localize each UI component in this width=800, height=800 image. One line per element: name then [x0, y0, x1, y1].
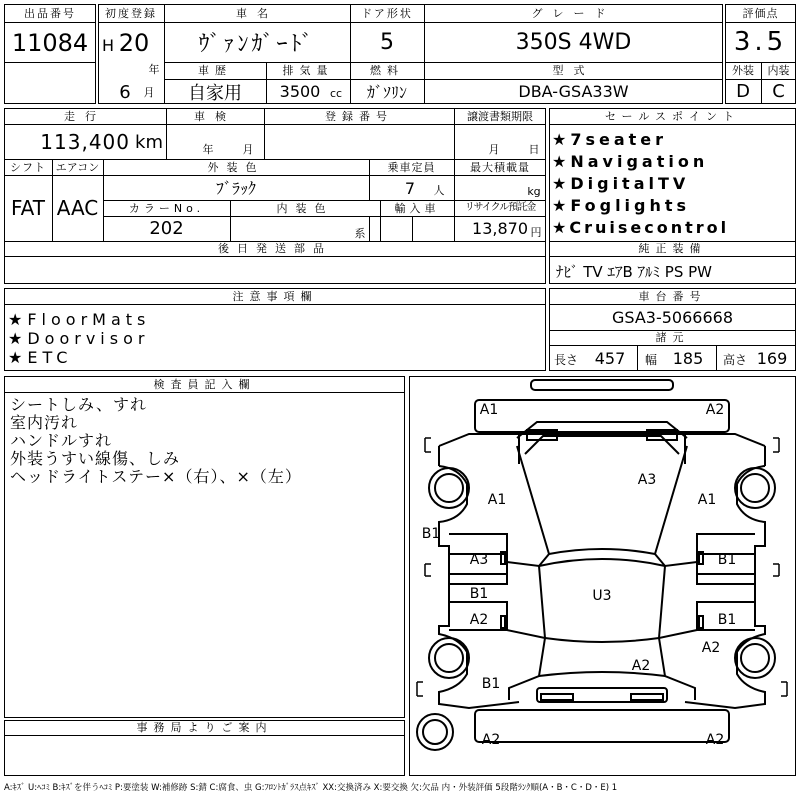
- grade-label: グレード: [531, 6, 616, 20]
- ac-label: エアコン: [55, 160, 100, 174]
- inspector-note: 室内汚れ: [10, 413, 79, 432]
- damage-label: A3: [469, 552, 489, 568]
- selling-point-item: ★7seater: [552, 130, 668, 149]
- door-label: ドア形状: [361, 6, 413, 20]
- equipment-value: ﾅﾋﾞ TV ｴｱB ｱﾙﾐ PS PW: [556, 262, 712, 281]
- exterior-label: 外装: [732, 64, 754, 77]
- recycle-label: リサイクル預託金: [464, 202, 536, 213]
- inspector-note: シートしみ、すれ: [10, 395, 147, 414]
- door-count: 5: [380, 29, 394, 55]
- recycle-unit: 円: [530, 226, 542, 239]
- color-no-value: 202: [149, 218, 184, 239]
- interior-score: C: [772, 81, 785, 102]
- cautions-list: [8, 310, 150, 367]
- selling-points-list: [552, 129, 794, 239]
- chassis-title: 車台番号: [638, 289, 707, 303]
- damage-label: A3: [637, 472, 657, 488]
- model-label: 型式: [552, 64, 595, 77]
- damage-label: U3: [592, 588, 612, 604]
- damage-label: A1: [479, 402, 499, 418]
- width-value: 185: [672, 348, 704, 368]
- inspector-notes: [10, 396, 302, 486]
- inspector-title: 検査員記入欄: [153, 377, 256, 391]
- interior-label: 内装: [767, 64, 790, 77]
- damage-label: B1: [717, 552, 737, 568]
- displacement-value: 3500: [279, 82, 321, 101]
- damage-label: A1: [697, 492, 717, 508]
- color-no-label: カラーNo.: [128, 201, 205, 215]
- month-unit: 月: [143, 86, 155, 99]
- mileage-value: 113,400: [40, 130, 130, 154]
- lot-number: 11084: [11, 29, 89, 57]
- history-label: 車歴: [198, 64, 232, 77]
- shift-value: FAT: [10, 196, 45, 220]
- color-label: 外装色: [207, 160, 265, 174]
- fuel-label: 燃料: [370, 64, 404, 77]
- score-value: 3.5: [733, 27, 788, 57]
- caution-item: ★ETC: [8, 348, 73, 367]
- damage-label: A2: [469, 612, 489, 628]
- fuel-value: ｶﾞｿﾘﾝ: [366, 83, 407, 102]
- caution-item: ★FloorMats: [8, 310, 151, 329]
- dimensions-title: 諸元: [655, 331, 690, 344]
- selling-point-item: ★Cruisecontrol: [552, 218, 730, 237]
- inspection-month-unit: 月: [242, 143, 254, 156]
- transfer-month-unit: 月: [488, 143, 500, 156]
- later-parts-label: 後日発送部品: [218, 242, 332, 255]
- length-label: 長さ: [553, 352, 578, 367]
- car-diagram: [409, 376, 796, 776]
- height-value: 169: [756, 348, 788, 368]
- mileage-unit: km: [135, 131, 163, 153]
- history-value: 自家用: [188, 82, 242, 104]
- damage-label: A2: [481, 732, 501, 748]
- legend: A:ｷｽﾞ U:ﾍｺﾐ B:ｷｽﾞを伴うﾍｺﾐ P:要塗装 W:補修跡 S:錆 C:腐食、虫 G:ﾌﾛﾝﾄｶﾞﾗｽ点ｷｽﾞ XX:交換済み X:要交換 欠:欠品 内・外装評価 5段階ﾗﾝｸ順(A・B・C・D・E) 1: [4, 783, 618, 793]
- exterior-score: D: [736, 81, 750, 102]
- registration-year: 20: [118, 29, 150, 57]
- capacity-value: 7: [404, 178, 416, 198]
- capacity-label: 乗車定員: [387, 160, 436, 174]
- damage-label: A2: [705, 732, 725, 748]
- damage-label: A2: [705, 402, 725, 418]
- score-label: 評価点: [742, 6, 779, 20]
- selling-point-item: ★Foglights: [552, 196, 691, 215]
- inspection-label: 車検: [194, 109, 236, 123]
- grade-value: 350S 4WD: [515, 29, 632, 55]
- load-unit: kg: [527, 184, 541, 198]
- recycle-value: 13,870: [472, 219, 528, 238]
- car-name-label: 車名: [236, 6, 278, 20]
- ac-value: AAC: [56, 196, 99, 220]
- load-label: 最大積載量: [470, 160, 530, 174]
- selling-point-item: ★Navigation: [552, 152, 709, 171]
- chassis-number: GSA3-5066668: [611, 307, 733, 327]
- damage-label: A2: [701, 640, 721, 656]
- year-unit: 年: [148, 63, 160, 76]
- damage-label: B1: [469, 586, 489, 602]
- selling-points-title: セールスポイント: [604, 109, 740, 123]
- inspector-note: 外装うすい線傷、しみ: [10, 449, 181, 468]
- damage-label: B1: [717, 612, 737, 628]
- height-label: 高さ: [722, 352, 747, 367]
- width-label: 幅: [644, 352, 657, 367]
- import-label: 輸入車: [394, 201, 440, 215]
- registration-month: 6: [119, 81, 131, 103]
- inspector-note: ヘッドライトステー×（右）、×（左）: [10, 467, 302, 486]
- registration-label: 初度登録: [105, 6, 157, 20]
- inspection-year-unit: 年: [202, 143, 214, 156]
- damage-label: A2: [631, 658, 651, 674]
- cautions-title: 注意事項欄: [232, 289, 318, 303]
- lot-label: 出品番号: [24, 6, 76, 20]
- shift-label: シフト: [10, 160, 46, 174]
- damage-label: B1: [481, 676, 501, 692]
- model-value: DBA-GSA33W: [518, 82, 629, 101]
- displacement-unit: cc: [329, 86, 343, 100]
- equipment-title: 純正装備: [638, 242, 707, 255]
- era: H: [101, 35, 115, 55]
- transfer-label: 譲渡書類期限: [467, 109, 533, 123]
- damage-label: B1: [421, 526, 441, 542]
- office-title: 事務局よりご案内: [136, 721, 273, 734]
- interior-color-label: 内装色: [276, 201, 334, 215]
- capacity-unit: 人: [433, 184, 445, 197]
- caution-item: ★Doorvisor: [8, 329, 150, 348]
- inspector-note: ハンドルすれ: [10, 431, 113, 450]
- car-name: ｳﾞｧﾝｶﾞｰﾄﾞ: [198, 31, 316, 57]
- selling-point-item: ★DigitalTV: [552, 174, 690, 193]
- color-value: ﾌﾞﾗｯｸ: [215, 179, 256, 198]
- length-value: 457: [594, 348, 626, 368]
- displacement-label: 排気量: [282, 64, 334, 77]
- mileage-label: 走行: [64, 109, 106, 123]
- interior-color-unit: 系: [354, 227, 366, 240]
- damage-label: A1: [487, 492, 507, 508]
- transfer-day-unit: 日: [528, 143, 540, 156]
- plate-label: 登録番号: [325, 109, 393, 123]
